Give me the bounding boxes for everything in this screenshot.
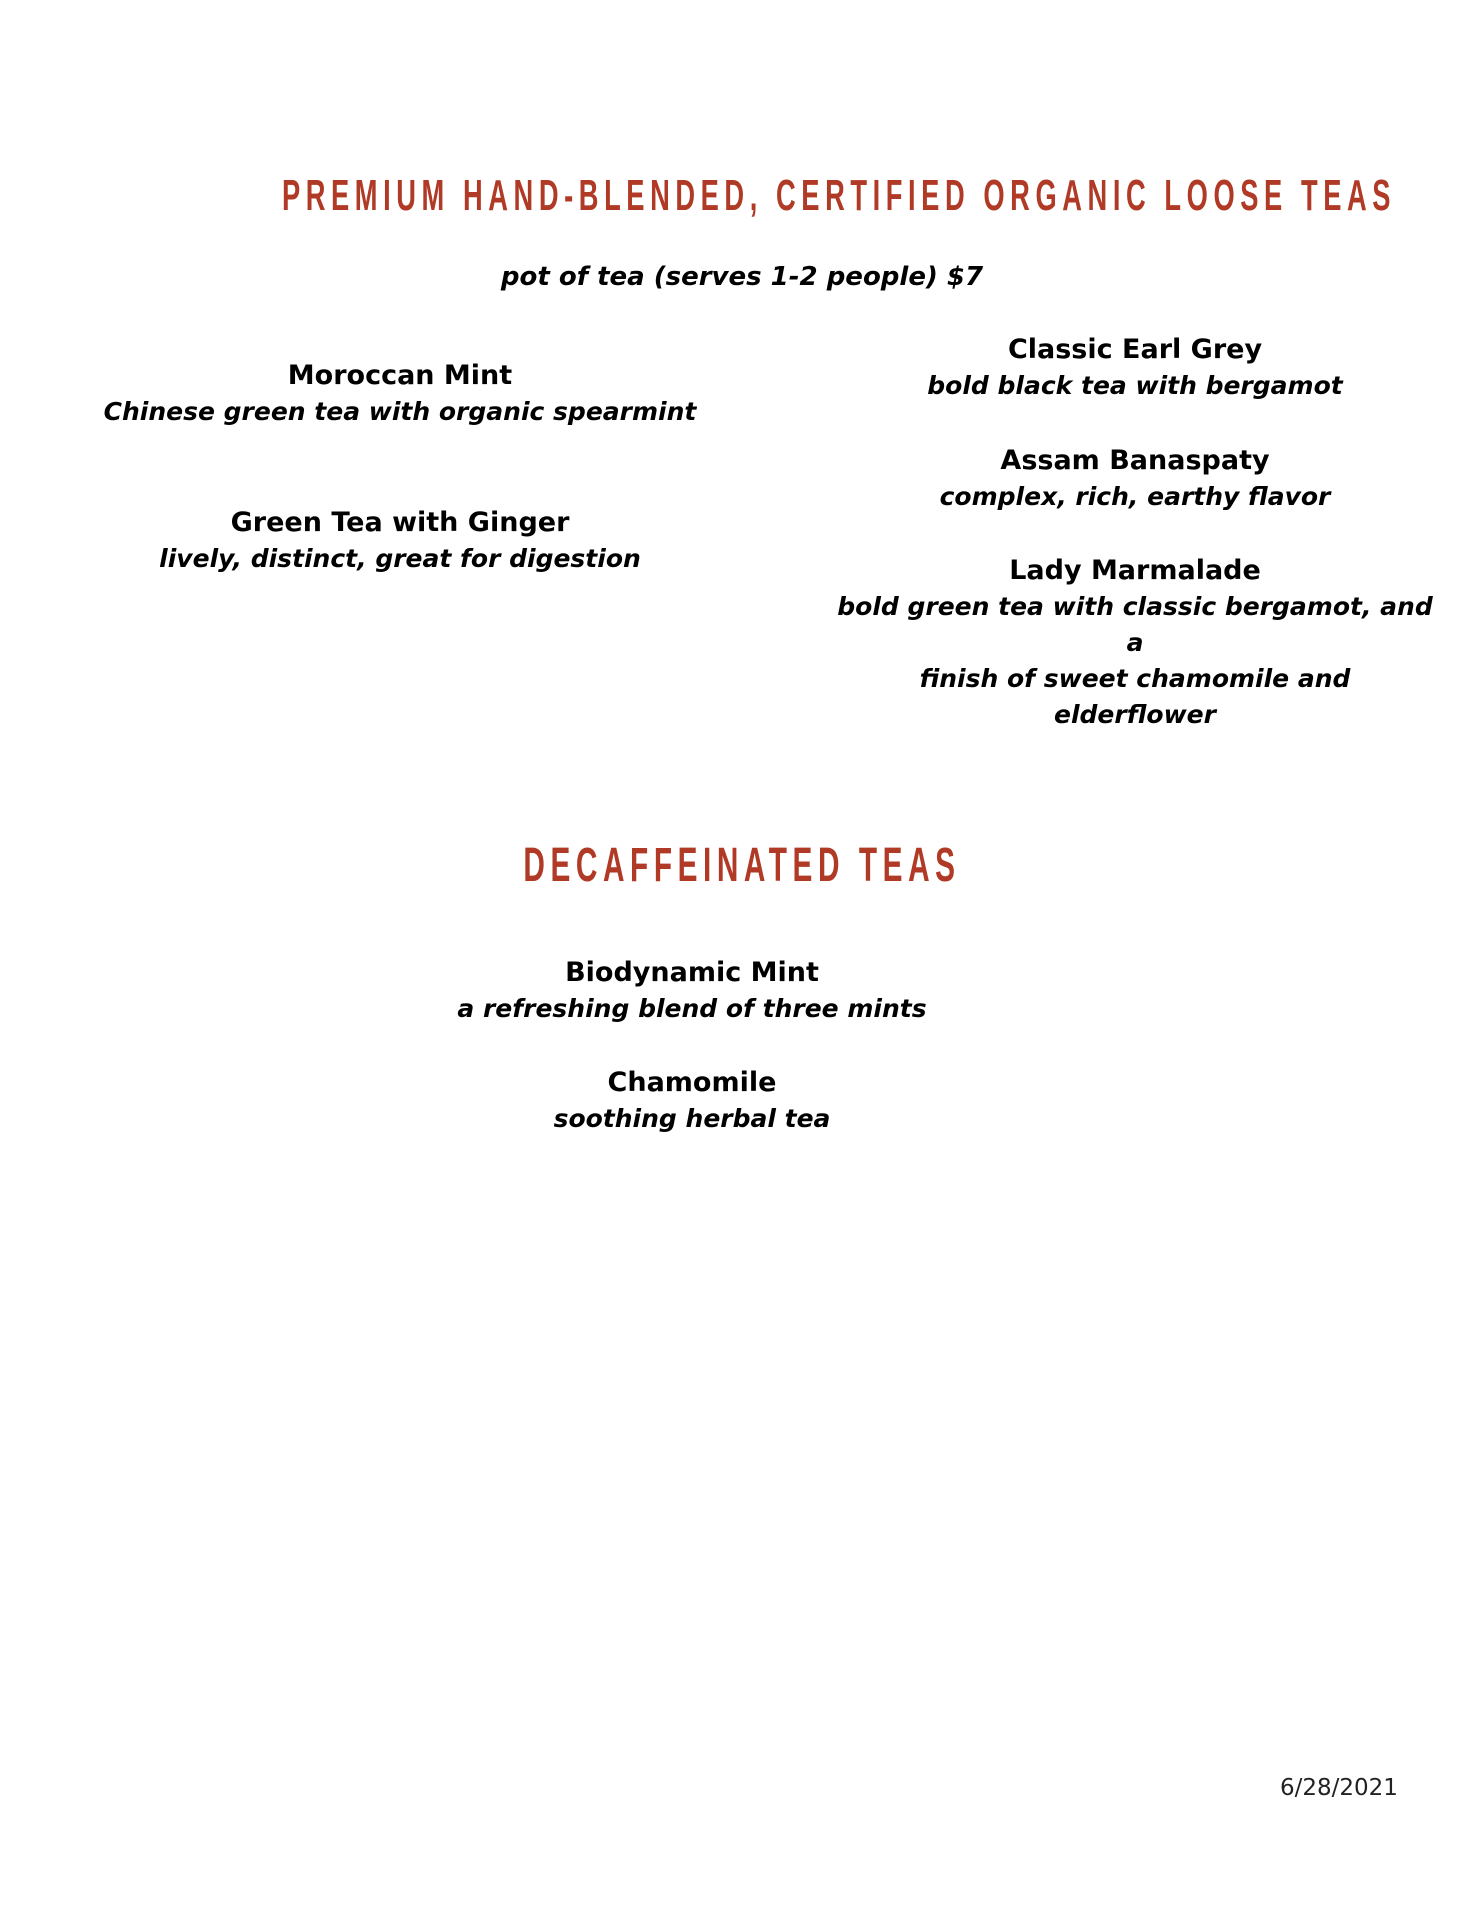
premium-teas-heading: PREMIUM HAND-BLENDED, CERTIFIED ORGANIC LOOSE TEAS: [281, 171, 1397, 220]
tea-description: soothing herbal tea: [553, 1104, 831, 1133]
tea-description: a refreshing blend of three mints: [457, 994, 927, 1023]
tea-item-moroccan-mint: [100, 358, 700, 430]
tea-description: complex, rich, earthy flavor: [939, 482, 1331, 511]
tea-item-green-tea-ginger: [100, 505, 700, 577]
tea-description: bold black tea with bergamot: [927, 371, 1343, 400]
footer-date: 6/28/2021: [1280, 1775, 1398, 1801]
decaf-teas-heading: DECAFFEINATED TEAS: [523, 839, 961, 892]
price-line: pot of tea (serves 1-2 people) $7: [500, 262, 984, 292]
tea-item-assam-banaspaty: [835, 443, 1435, 515]
tea-item-classic-earl-grey: [835, 332, 1435, 404]
tea-name: Assam Banaspaty: [1000, 445, 1270, 476]
tea-name: Green Tea with Ginger: [230, 507, 570, 538]
tea-item-lady-marmalade: [835, 553, 1435, 733]
tea-name: Lady Marmalade: [1009, 555, 1261, 586]
tea-item-biodynamic-mint: [392, 955, 992, 1027]
tea-description: Chinese green tea with organic spearmint: [103, 397, 697, 426]
tea-item-chamomile: [392, 1065, 992, 1137]
tea-name: Biodynamic Mint: [565, 957, 819, 988]
tea-name: Chamomile: [607, 1067, 777, 1098]
tea-name: Classic Earl Grey: [1007, 334, 1263, 365]
tea-name: Moroccan Mint: [287, 360, 513, 391]
tea-description: lively, distinct, great for digestion: [159, 544, 641, 573]
tea-description-line-1: bold green tea with classic bergamot, and a: [837, 592, 1433, 657]
tea-description-line-2: finish of sweet chamomile and elderflower: [919, 664, 1351, 729]
